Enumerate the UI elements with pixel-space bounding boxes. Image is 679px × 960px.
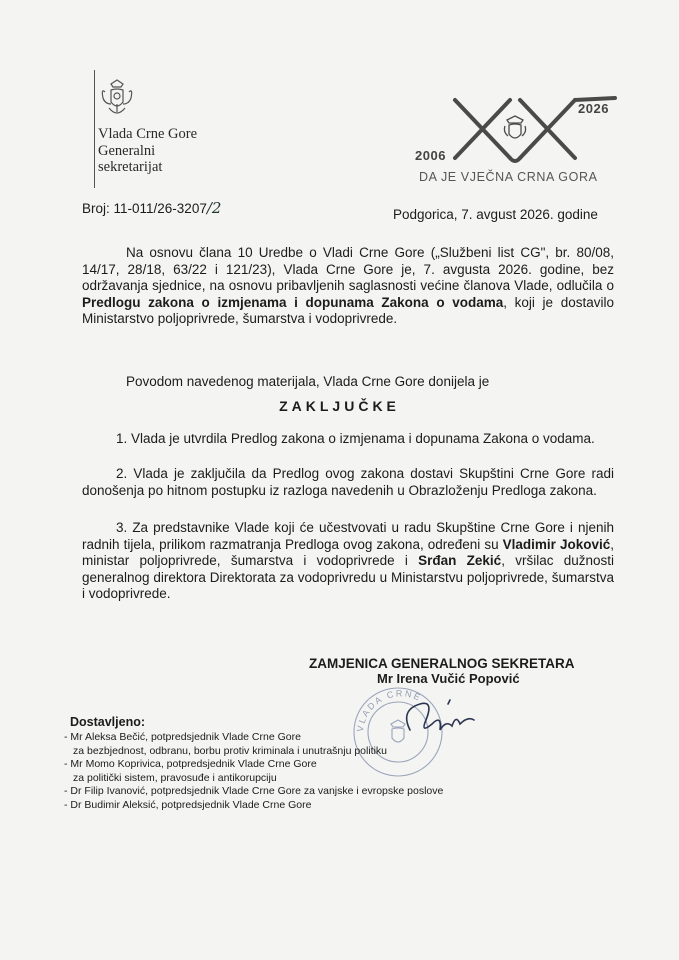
signatory-title: ZAMJENICA GENERALNOG SEKRETARA	[309, 656, 575, 671]
logo-year-right: 2026	[578, 101, 609, 116]
logo-year-left: 2006	[415, 148, 446, 163]
logo-motto: DA JE VJEČNA CRNA GORA	[419, 170, 598, 184]
institution-line-3: sekretarijat	[98, 159, 163, 175]
institution-line-1: Vlada Crne Gore	[98, 126, 198, 142]
conclusion-2: 2. Vlada je zaključila da Predlog ovog zakona dostavi Skupštini Crne Gore radi donošenja po hitnom postupku iz razloga navedenih u Obrazloženju Predloga zakona.	[82, 466, 614, 498]
conclusion-3-text-b: , ministar poljoprivrede, šumarstva i vodoprivrede i	[82, 536, 614, 568]
distribution-item-continuation: za politički sistem, pravosuđe i antikorupciju	[73, 771, 277, 784]
distribution-list	[64, 731, 443, 813]
distribution-item: - Mr Aleksa Bečić, potpredsjednik Vlade Crne Gore	[64, 731, 301, 743]
institution-line-2: Generalni	[98, 142, 156, 159]
distribution-item: - Dr Budimir Aleksić, potpredsjednik Vlade Crne Gore	[64, 798, 312, 811]
distribution-item: - Mr Momo Koprivica, potpredsjednik Vlade Crne Gore	[64, 758, 317, 771]
header-divider	[94, 70, 95, 188]
intro-text-b: , koji je dostavilo Ministarstvo poljoprivrede, šumarstva i vodoprivrede.	[82, 294, 614, 326]
conclusion-1: 1. Vlada je utvrdila Predlog zakona o izmjenama i dopunama Zakona o vodama.	[116, 431, 595, 446]
distribution-item: - Dr Filip Ivanović, potpredsjednik Vlade Crne Gore za vanjske i evropske poslove	[64, 785, 444, 798]
conclusions-heading: ZAKLJUČKE	[279, 398, 400, 414]
intro-text-a: Na osnovu člana 10 Uredbe o Vladi Crne Gore („Službeni list CG", br. 80/08, 14/17, 28/18, 63/22 i 121/23), Vlada Crne Gore je, 7. avgusta 2026. godine, bez održavanja sjednice, na osnovu pribavljenih saglasnosti većine članova Vlade, odlučila o	[82, 245, 614, 293]
signatory-name: Mr Irena Vučić Popović	[377, 671, 520, 686]
representative-2: Srđan Zekić	[418, 553, 502, 568]
intro-paragraph	[82, 245, 614, 328]
conclusion-3-text-c: , vršilac dužnosti generalnog direktora Direktorata za vodoprivredu u Ministarstvu poljoprivrede, šumarstva i vodoprivrede.	[82, 553, 615, 601]
conclusion-3-text-a: 3. Za predstavnike Vlade koji će učestvovati u radu Skupštine Crne Gore i njenih radnih tijela, prilikom razmatranja Predloga ovog zakona, određeni su	[82, 520, 614, 552]
distribution-title: Dostavljeno:	[70, 715, 146, 729]
representative-1: Vladimir Joković	[502, 536, 611, 552]
reference-label: Broj: 11-011/26-3207	[82, 201, 207, 216]
intro-bold-subject: Predlogu zakona o izmjenama i dopunama Zakona o vodama	[82, 294, 504, 310]
distribution-item-continuation: za bezbjednost, odbranu, borbu protiv kriminala i unutrašnju politiku	[73, 744, 388, 757]
institution-name	[98, 126, 197, 176]
conclusion-3	[82, 520, 614, 603]
coat-of-arms-icon	[97, 78, 137, 124]
reference-number	[82, 199, 221, 217]
decision-paragraph: Povodom navedenog materijala, Vlada Crne Gore donijela je	[126, 374, 490, 389]
place-date: Podgorica, 7. avgust 2026. godine	[393, 207, 598, 222]
seal-text: VLADA CRNE	[354, 688, 424, 733]
reference-handwritten: /2	[206, 199, 222, 217]
